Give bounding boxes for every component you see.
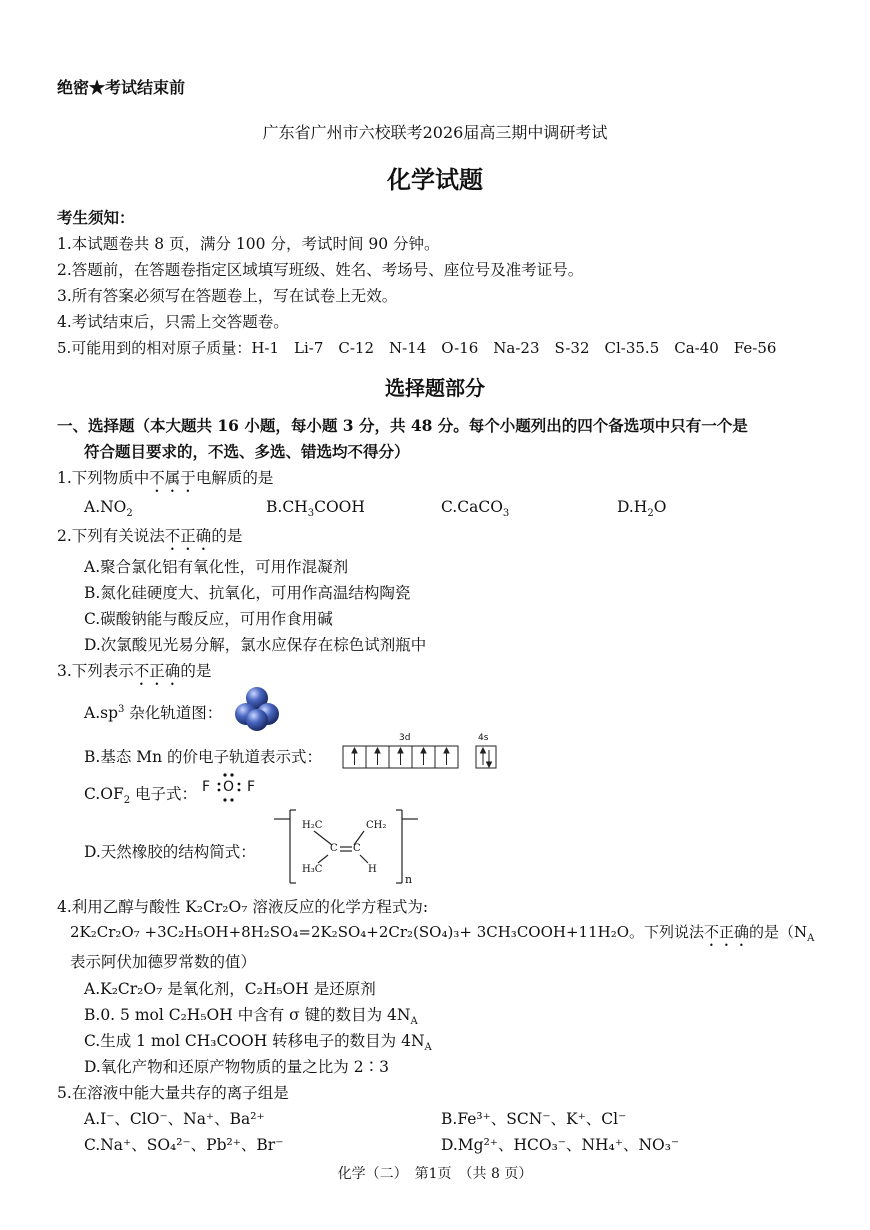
q1-option-b: $B.CH_3COOH$ bbox=[266, 498, 365, 520]
q2-option-d: D.次氯酸见光易分解，氯水应保存在棕色试剂瓶中 bbox=[84, 636, 427, 654]
part-instruction-line1: 一、选择题（本大题共 16 小题，每小题 3 分，共 48 分。每个小题列出的四个备选项中只有一个是 bbox=[57, 416, 748, 435]
question-4-stem: 4.利用乙醇与酸性 K₂Cr₂O₇ 溶液反应的化学方程式为: bbox=[57, 898, 429, 916]
question-4-note: 表示阿伏加德罗常数的值） bbox=[70, 953, 257, 971]
notice-item: 5.可能用到的相对原子质量：H-1 Li-7 C-12 N-14 O-16 Na-23 S-32 Cl-35.5 Ca-40 Fe-56 bbox=[57, 339, 777, 357]
stem-text: 1.下列物质中 bbox=[57, 469, 150, 487]
question-2-stem: 2.下列有关说法不正确的是 bbox=[57, 527, 243, 545]
question-1-stem bbox=[57, 466, 273, 496]
q5-option-a: A.I⁻、ClO⁻、Na⁺、Ba²⁺ bbox=[84, 1110, 265, 1128]
section-title: 选择题部分 bbox=[385, 376, 485, 400]
page-title: 化学试题 bbox=[387, 165, 483, 194]
exam-name: 广东省广州市六校联考2026届高三期中调研考试 bbox=[262, 123, 608, 142]
question-3-stem: 3.下列表示不正确的是 bbox=[57, 662, 212, 680]
label-n: n bbox=[405, 873, 413, 886]
q3-option-d: D.天然橡胶的结构简式： bbox=[84, 843, 256, 861]
label-h2c: H₂C bbox=[302, 820, 323, 831]
q3-option-b: B.基态 Mn 的价电子轨道表示式： bbox=[84, 748, 323, 766]
stem-text: 电解质的是 bbox=[195, 469, 274, 487]
lewis-f-right: F bbox=[247, 779, 256, 795]
label-c2: C bbox=[353, 843, 361, 854]
notice-item: 2.答题前，在答题卷指定区域填写班级、姓名、考场号、座位号及准考证号。 bbox=[57, 261, 584, 279]
label-h: H bbox=[368, 864, 377, 875]
secret-label: 绝密★考试结束前 bbox=[57, 78, 186, 97]
q5-option-c: C.Na⁺、SO₄²⁻、Pb²⁺、Br⁻ bbox=[84, 1136, 284, 1154]
label-4s: 4s bbox=[478, 733, 489, 743]
q2-option-c: C.碳酸钠能与酸反应，可用作食用碱 bbox=[84, 610, 333, 628]
stem-emphasis: 不属于 bbox=[149, 469, 196, 487]
q1-option-a: $A.NO_2$ bbox=[84, 498, 133, 520]
q4-option-c: C.生成 1 mol CH₃COOH 转移电子的数目为 $4N_A$ bbox=[84, 1032, 432, 1054]
notice-item: 3.所有答案必须写在答题卷上，写在试卷上无效。 bbox=[57, 287, 398, 305]
label-3d: 3d bbox=[399, 733, 411, 743]
q3-option-c: $C.OF_2$ 电子式： bbox=[84, 785, 198, 807]
label-h3c: H₃C bbox=[302, 864, 323, 875]
q5-option-b: B.Fe³⁺、SCN⁻、K⁺、Cl⁻ bbox=[441, 1110, 627, 1128]
q5-option-d: D.Mg²⁺、HCO₃⁻、NH₄⁺、NO₃⁻ bbox=[441, 1136, 680, 1154]
q4-option-d: D.氧化产物和还原产物物质的量之比为 2∶3 bbox=[84, 1058, 389, 1076]
page-footer: 化学（二） 第1页 （共 8 页） bbox=[337, 1166, 533, 1182]
notice-item: 4.考试结束后，只需上交答题卷。 bbox=[57, 313, 289, 331]
question-5-stem: 5.在溶液中能大量共存的离子组是 bbox=[57, 1084, 289, 1102]
lewis-o: O bbox=[223, 779, 235, 795]
rubber-structure-diagram bbox=[272, 805, 422, 890]
q3-option-a: $A.sp^3$ 杂化轨道图： bbox=[84, 703, 223, 722]
q1-option-d: $D.H_2O$ bbox=[617, 498, 667, 520]
question-4-equation: 2K₂Cr₂O₇ +3C₂H₅OH+8H₂SO₄=2K₂SO₄+2Cr₂(SO₄)₃+ 3CH₃COOH+11H₂O。下列说法不正确的是（$N_A$ bbox=[70, 923, 815, 944]
notice-heading: 考生须知： bbox=[57, 208, 135, 227]
lewis-dots bbox=[214, 772, 244, 804]
notice-item: 1.本试题卷共 8 页，满分 100 分，考试时间 90 分钟。 bbox=[57, 235, 440, 253]
q4-option-a: A.K₂Cr₂O₇ 是氧化剂，C₂H₅OH 是还原剂 bbox=[84, 980, 376, 998]
q4-option-b: B.0. 5 mol C₂H₅OH 中含有 σ 键的数目为 $4N_A$ bbox=[84, 1006, 418, 1028]
sp3-orbital-icon bbox=[234, 686, 280, 732]
part-instruction-line2: 符合题目要求的，不选、多选、错选均不得分） bbox=[84, 442, 410, 461]
orbital-diagram bbox=[342, 744, 502, 772]
label-ch2: CH₂ bbox=[366, 820, 387, 831]
q1-option-c: C.CaCO$_3$ bbox=[441, 498, 510, 520]
q2-option-b: B.氮化硅硬度大、抗氧化，可用作高温结构陶瓷 bbox=[84, 584, 411, 602]
lewis-f-left: F bbox=[202, 779, 211, 795]
q2-option-a: A.聚合氯化铝有氧化性，可用作混凝剂 bbox=[84, 558, 349, 576]
label-c1: C bbox=[330, 843, 338, 854]
